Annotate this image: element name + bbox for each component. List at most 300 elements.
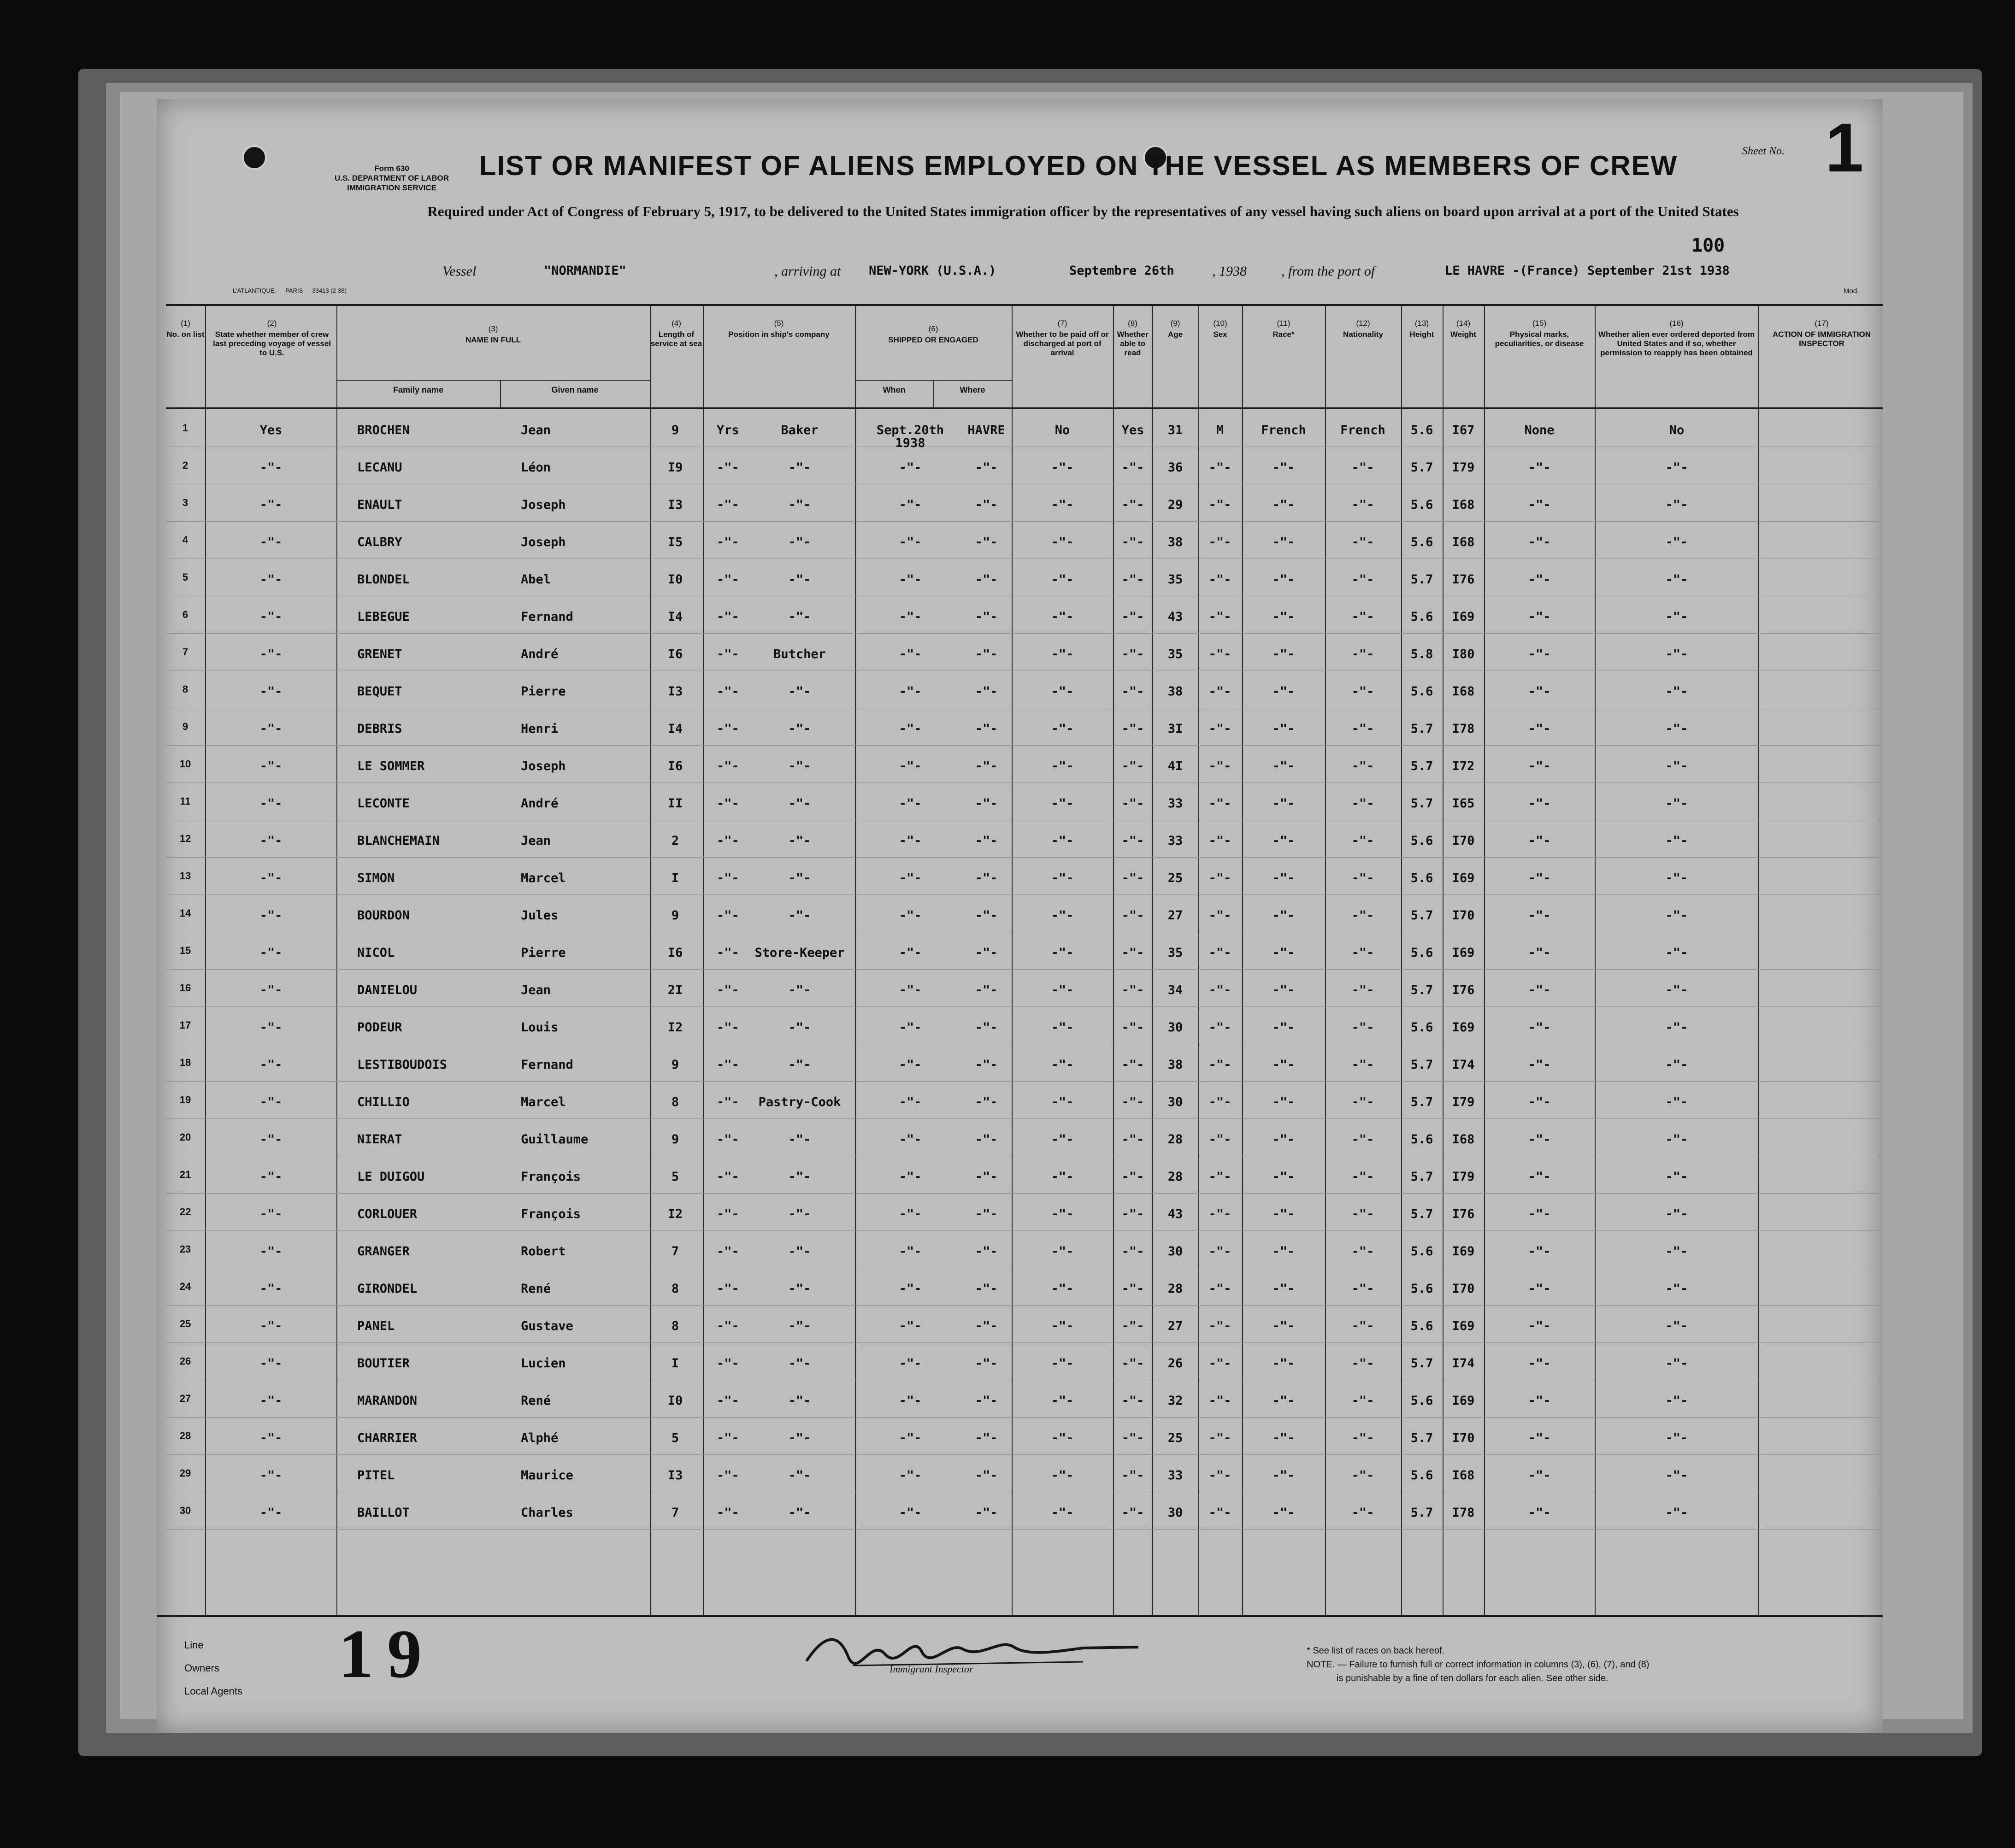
cell-family: CHILLIO — [357, 1095, 410, 1109]
cell-position: -"- — [788, 1058, 811, 1072]
table-row — [166, 783, 1883, 820]
cell-age: 38 — [1167, 684, 1183, 699]
cell-prev: -"- — [259, 647, 283, 661]
cell-position: Pastry-Cook — [758, 1095, 841, 1109]
cell-read: -"- — [1121, 572, 1144, 587]
cell-no: 2 — [182, 459, 189, 471]
table-row — [166, 521, 1883, 559]
cell-given: Joseph — [521, 759, 566, 773]
cell-yrs: -"- — [717, 1394, 739, 1408]
cell-weight: I78 — [1452, 1506, 1475, 1520]
cell-given: Pierre — [521, 946, 566, 960]
cell-read: -"- — [1121, 1319, 1144, 1333]
sheet-count: 19 — [339, 1616, 436, 1692]
cell-deported: -"- — [1665, 983, 1688, 997]
cell-read: -"- — [1121, 498, 1144, 512]
penalty-note-line-2: is punishable by a fine of ten dollars for each alien. See other side. — [1337, 1673, 1608, 1683]
cell-position: -"- — [788, 759, 811, 773]
cell-where: -"- — [975, 610, 998, 624]
cell-service: 8 — [671, 1095, 679, 1109]
cell-when-year: 1938 — [895, 436, 925, 450]
cell-given: André — [521, 647, 559, 661]
cell-nat: -"- — [1351, 1506, 1374, 1520]
header-col-4: (4) Length of service at sea — [650, 319, 702, 348]
cell-weight: I69 — [1452, 1319, 1475, 1333]
race-footnote: * See list of races on back hereof. — [1307, 1646, 1445, 1656]
cell-where: -"- — [975, 1394, 998, 1408]
cell-family: NICOL — [357, 946, 395, 960]
cell-family: DANIELOU — [357, 983, 418, 997]
cell-paid: -"- — [1051, 1506, 1074, 1520]
table-row — [166, 820, 1883, 858]
cell-where: -"- — [975, 908, 998, 923]
cell-paid: -"- — [1051, 1170, 1074, 1184]
cell-given: Jean — [521, 423, 551, 437]
penalty-note-line-1: NOTE. — Failure to furnish full or correct information in columns (3), (6), (7), and (8) — [1307, 1660, 1650, 1670]
cell-position: -"- — [788, 983, 811, 997]
cell-sex: -"- — [1208, 647, 1231, 661]
cell-read: -"- — [1121, 796, 1144, 811]
cell-where: -"- — [975, 1170, 998, 1184]
cell-when: -"- — [899, 1356, 922, 1371]
cell-deported: -"- — [1665, 722, 1688, 736]
cell-prev: -"- — [259, 498, 283, 512]
cell-nat: -"- — [1351, 796, 1374, 811]
cell-yrs: -"- — [717, 796, 739, 811]
cell-paid: -"- — [1051, 535, 1074, 549]
cell-yrs: -"- — [717, 1095, 739, 1109]
cell-position: -"- — [788, 1282, 811, 1296]
department: U.S. DEPARTMENT OF LABOR — [334, 174, 449, 182]
cell-age: 35 — [1167, 946, 1183, 960]
cell-read: -"- — [1121, 1132, 1144, 1147]
cell-when: -"- — [899, 722, 922, 736]
cell-no: 9 — [182, 721, 189, 732]
table-row — [166, 1342, 1883, 1380]
cell-age: 36 — [1167, 460, 1183, 475]
cell-nat: -"- — [1351, 759, 1374, 773]
cell-deported: -"- — [1665, 1207, 1688, 1221]
cell-paid: -"- — [1051, 610, 1074, 624]
cell-given: Léon — [521, 460, 551, 475]
cell-height: 5.7 — [1410, 908, 1433, 923]
cell-paid: -"- — [1051, 684, 1074, 699]
cell-race: -"- — [1272, 1506, 1295, 1520]
cell-marks: -"- — [1528, 1132, 1551, 1147]
cell-service: I6 — [667, 647, 683, 661]
cell-where: -"- — [975, 572, 998, 587]
cell-deported: -"- — [1665, 1431, 1688, 1445]
cell-yrs: -"- — [717, 684, 739, 699]
cell-marks: -"- — [1528, 610, 1551, 624]
cell-service: I — [671, 1356, 679, 1371]
cell-sex: -"- — [1208, 1506, 1231, 1520]
cell-paid: -"- — [1051, 759, 1074, 773]
cell-no: 19 — [179, 1094, 191, 1106]
table-row — [166, 409, 1883, 450]
cell-nat: -"- — [1351, 535, 1374, 549]
cell-paid: -"- — [1051, 1282, 1074, 1296]
cell-when: -"- — [899, 983, 922, 997]
manifest-footer — [157, 1615, 1883, 1732]
cell-age: 3I — [1167, 722, 1183, 736]
cell-family: BROCHEN — [357, 423, 410, 437]
cell-no: 29 — [179, 1467, 191, 1479]
cell-deported: -"- — [1665, 1506, 1688, 1520]
cell-position: -"- — [788, 1170, 811, 1184]
cell-no: 6 — [182, 609, 189, 620]
cell-age: 25 — [1167, 871, 1183, 885]
service: IMMIGRATION SERVICE — [347, 183, 436, 192]
cell-service: 9 — [671, 908, 679, 923]
cell-race: -"- — [1272, 535, 1295, 549]
cell-marks: -"- — [1528, 834, 1551, 848]
cell-sex: -"- — [1208, 1170, 1231, 1184]
header-col-8: (8) Whether able to read — [1117, 319, 1149, 357]
cell-prev: -"- — [259, 1095, 283, 1109]
header-col-17: (17) ACTION OF IMMIGRATION INSPECTOR — [1772, 319, 1871, 348]
cell-nat: -"- — [1351, 1468, 1374, 1483]
cell-no: 25 — [179, 1318, 191, 1330]
cell-when: -"- — [899, 1394, 922, 1408]
cell-family: BLANCHEMAIN — [357, 834, 440, 848]
cell-nat: -"- — [1351, 1095, 1374, 1109]
cell-family: DEBRIS — [357, 722, 402, 736]
cell-nat: -"- — [1351, 871, 1374, 885]
cell-deported: -"- — [1665, 498, 1688, 512]
page-title: LIST OR MANIFEST OF ALIENS EMPLOYED ON THE VESSEL AS MEMBERS OF CREW — [479, 150, 1678, 181]
cell-race: -"- — [1272, 1207, 1295, 1221]
cell-no: 18 — [179, 1057, 191, 1068]
table-row — [166, 1230, 1883, 1268]
cell-height: 5.6 — [1410, 498, 1433, 512]
cell-family: GRENET — [357, 647, 402, 661]
cell-race: -"- — [1272, 722, 1295, 736]
cell-read: -"- — [1121, 684, 1144, 699]
cell-given: Fernand — [521, 610, 573, 624]
cell-prev: Yes — [259, 423, 283, 437]
cell-deported: -"- — [1665, 1020, 1688, 1035]
cell-sex: -"- — [1208, 1468, 1231, 1483]
cell-no: 5 — [182, 571, 189, 583]
cell-marks: -"- — [1528, 460, 1551, 475]
cell-height: 5.6 — [1410, 423, 1433, 437]
cell-weight: I74 — [1452, 1356, 1475, 1371]
cell-prev: -"- — [259, 1468, 283, 1483]
table-row — [166, 1044, 1883, 1082]
cell-no: 12 — [179, 833, 191, 844]
cell-service: I4 — [667, 610, 683, 624]
cell-nat: -"- — [1351, 1020, 1374, 1035]
cell-no: 28 — [179, 1430, 191, 1442]
cell-race: -"- — [1272, 796, 1295, 811]
cell-read: -"- — [1121, 1095, 1144, 1109]
cell-marks: None — [1524, 423, 1555, 437]
cell-read: Yes — [1121, 423, 1144, 437]
cell-where: -"- — [975, 1506, 998, 1520]
cell-no: 24 — [179, 1281, 191, 1292]
cell-age: 33 — [1167, 834, 1183, 848]
cell-marks: -"- — [1528, 759, 1551, 773]
cell-no: 22 — [179, 1206, 191, 1218]
cell-sex: -"- — [1208, 610, 1231, 624]
cell-age: 26 — [1167, 1356, 1183, 1371]
cell-marks: -"- — [1528, 722, 1551, 736]
cell-prev: -"- — [259, 1319, 283, 1333]
cell-deported: -"- — [1665, 1319, 1688, 1333]
cell-given: Pierre — [521, 684, 566, 699]
local-agents-label: Local Agents — [184, 1685, 242, 1697]
cell-paid: -"- — [1051, 460, 1074, 475]
from-port-label: , from the port of — [1281, 264, 1375, 279]
cell-given: Maurice — [521, 1468, 573, 1483]
cell-yrs: -"- — [717, 1468, 739, 1483]
arrival-year: , 1938 — [1212, 264, 1247, 279]
cell-weight: I69 — [1452, 1020, 1475, 1035]
cell-race: -"- — [1272, 684, 1295, 699]
cell-race: -"- — [1272, 1058, 1295, 1072]
cell-race: -"- — [1272, 871, 1295, 885]
cell-height: 5.7 — [1410, 1431, 1433, 1445]
cell-paid: -"- — [1051, 1132, 1074, 1147]
cell-no: 8 — [182, 683, 189, 695]
cell-family: LESTIBOUDOIS — [357, 1058, 448, 1072]
cell-service: I4 — [667, 722, 683, 736]
table-header — [166, 306, 1883, 409]
cell-sex: -"- — [1208, 1095, 1231, 1109]
cell-paid: -"- — [1051, 498, 1074, 512]
cell-read: -"- — [1121, 908, 1144, 923]
cell-paid: -"- — [1051, 946, 1074, 960]
cell-height: 5.6 — [1410, 1282, 1433, 1296]
cell-height: 5.6 — [1410, 1020, 1433, 1035]
cell-race: -"- — [1272, 834, 1295, 848]
header-col-9: (9) Age — [1167, 319, 1183, 339]
cell-when: -"- — [899, 1506, 922, 1520]
cell-given: Gustave — [521, 1319, 573, 1333]
cell-yrs: -"- — [717, 908, 739, 923]
cell-where: -"- — [975, 647, 998, 661]
cell-nat: -"- — [1351, 1319, 1374, 1333]
cell-deported: -"- — [1665, 460, 1688, 475]
cell-family: PODEUR — [357, 1020, 402, 1035]
cell-yrs: -"- — [717, 1282, 739, 1296]
cell-read: -"- — [1121, 946, 1144, 960]
table-row — [166, 1118, 1883, 1156]
cell-height: 5.6 — [1410, 871, 1433, 885]
cell-read: -"- — [1121, 647, 1144, 661]
cell-marks: -"- — [1528, 1431, 1551, 1445]
cell-read: -"- — [1121, 1244, 1144, 1259]
cell-prev: -"- — [259, 610, 283, 624]
cell-family: LE SOMMER — [357, 759, 425, 773]
cell-race: -"- — [1272, 1431, 1295, 1445]
cell-height: 5.7 — [1410, 460, 1433, 475]
vessel-label: Vessel — [442, 264, 477, 279]
cell-weight: I69 — [1452, 610, 1475, 624]
cell-when: -"- — [899, 1244, 922, 1259]
cell-sex: -"- — [1208, 796, 1231, 811]
arriving-place: NEW-YORK (U.S.A.) — [869, 264, 996, 278]
table-row — [166, 559, 1883, 596]
cell-paid: -"- — [1051, 1394, 1074, 1408]
cell-no: 13 — [179, 870, 191, 882]
header-col-6: (6) SHIPPED OR ENGAGED — [888, 324, 978, 344]
cell-height: 5.7 — [1410, 983, 1433, 997]
cell-age: 27 — [1167, 1319, 1183, 1333]
cell-no: 16 — [179, 982, 191, 994]
table-row — [166, 1305, 1883, 1343]
printer-imprint: L'ATLANTIQUE. — PARIS — 33413 (2-38) — [233, 287, 347, 294]
cell-position: Butcher — [773, 647, 826, 661]
cell-read: -"- — [1121, 1468, 1144, 1483]
cell-age: 31 — [1167, 423, 1183, 437]
cell-yrs: -"- — [717, 871, 739, 885]
cell-yrs: -"- — [717, 1170, 739, 1184]
cell-position: -"- — [788, 460, 811, 475]
cell-paid: -"- — [1051, 796, 1074, 811]
cell-family: LECANU — [357, 460, 402, 475]
cell-prev: -"- — [259, 759, 283, 773]
cell-marks: -"- — [1528, 796, 1551, 811]
cell-prev: -"- — [259, 1506, 283, 1520]
cell-where: -"- — [975, 1020, 998, 1035]
cell-weight: I79 — [1452, 460, 1475, 475]
header-col-10: (10) Sex — [1213, 319, 1227, 339]
cell-position: -"- — [788, 1132, 811, 1147]
cell-service: I2 — [667, 1020, 683, 1035]
cell-sex: -"- — [1208, 1431, 1231, 1445]
cell-height: 5.7 — [1410, 796, 1433, 811]
cell-yrs: -"- — [717, 460, 739, 475]
cell-when: -"- — [899, 908, 922, 923]
cell-sex: -"- — [1208, 946, 1231, 960]
cell-weight: I79 — [1452, 1170, 1475, 1184]
cell-prev: -"- — [259, 796, 283, 811]
header-where: Where — [960, 385, 985, 394]
cell-marks: -"- — [1528, 1356, 1551, 1371]
cell-deported: -"- — [1665, 871, 1688, 885]
cell-where: -"- — [975, 1356, 998, 1371]
cell-yrs: -"- — [717, 759, 739, 773]
cell-service: 7 — [671, 1506, 679, 1520]
cell-service: I6 — [667, 759, 683, 773]
cell-when: -"- — [899, 1319, 922, 1333]
cell-paid: -"- — [1051, 1356, 1074, 1371]
cell-position: -"- — [788, 1207, 811, 1221]
table-row — [166, 671, 1883, 708]
cell-service: I2 — [667, 1207, 683, 1221]
cell-weight: I76 — [1452, 572, 1475, 587]
cell-where: -"- — [975, 946, 998, 960]
cell-family: PANEL — [357, 1319, 395, 1333]
cell-when: -"- — [899, 796, 922, 811]
cell-where: -"- — [975, 535, 998, 549]
cell-read: -"- — [1121, 1394, 1144, 1408]
cell-weight: I68 — [1452, 1468, 1475, 1483]
table-row — [166, 857, 1883, 895]
cell-family: MARANDON — [357, 1394, 418, 1408]
cell-yrs: -"- — [717, 722, 739, 736]
table-row — [166, 1156, 1883, 1194]
cell-marks: -"- — [1528, 1058, 1551, 1072]
cell-position: -"- — [788, 1394, 811, 1408]
cell-service: 2 — [671, 834, 679, 848]
arrival-date: Septembre 26th — [1069, 264, 1174, 278]
cell-age: 32 — [1167, 1394, 1183, 1408]
cell-marks: -"- — [1528, 535, 1551, 549]
cell-deported: -"- — [1665, 759, 1688, 773]
cell-given: Charles — [521, 1506, 573, 1520]
cell-nat: -"- — [1351, 946, 1374, 960]
cell-family: CALBRY — [357, 535, 402, 549]
cell-position: -"- — [788, 834, 811, 848]
cell-height: 5.6 — [1410, 610, 1433, 624]
cell-when: -"- — [899, 946, 922, 960]
cell-service: 9 — [671, 1132, 679, 1147]
cell-paid: -"- — [1051, 647, 1074, 661]
cell-race: -"- — [1272, 460, 1295, 475]
cell-marks: -"- — [1528, 1020, 1551, 1035]
cell-paid: -"- — [1051, 572, 1074, 587]
cell-service: 8 — [671, 1282, 679, 1296]
cell-given: Louis — [521, 1020, 559, 1035]
cell-family: CHARRIER — [357, 1431, 418, 1445]
cell-age: 38 — [1167, 535, 1183, 549]
table-row — [166, 969, 1883, 1007]
cell-where: HAVRE — [967, 423, 1005, 437]
cell-read: -"- — [1121, 722, 1144, 736]
table-row — [166, 447, 1883, 484]
cell-age: 30 — [1167, 1244, 1183, 1259]
cell-prev: -"- — [259, 1431, 283, 1445]
cell-when: -"- — [899, 1058, 922, 1072]
cell-when: -"- — [899, 647, 922, 661]
cell-yrs: -"- — [717, 983, 739, 997]
cell-weight: I70 — [1452, 834, 1475, 848]
cell-when: -"- — [899, 572, 922, 587]
cell-prev: -"- — [259, 1394, 283, 1408]
cell-family: BLONDEL — [357, 572, 410, 587]
cell-height: 5.6 — [1410, 1244, 1433, 1259]
cell-age: 33 — [1167, 1468, 1183, 1483]
cell-race: -"- — [1272, 498, 1295, 512]
cell-yrs: -"- — [717, 1207, 739, 1221]
cell-family: SIMON — [357, 871, 395, 885]
cell-paid: -"- — [1051, 1468, 1074, 1483]
header-col-16: (16) Whether alien ever ordered deported from United States and if so, whether permission to reapply has been obtained — [1598, 319, 1755, 357]
cell-yrs: -"- — [717, 535, 739, 549]
table-row — [166, 745, 1883, 783]
cell-deported: -"- — [1665, 1394, 1688, 1408]
header-col-7: (7) Whether to be paid off or discharged at port of arrival — [1016, 319, 1109, 357]
cell-where: -"- — [975, 460, 998, 475]
cell-where: -"- — [975, 834, 998, 848]
cell-when: -"- — [899, 1020, 922, 1035]
cell-prev: -"- — [259, 1244, 283, 1259]
cell-given: Alphé — [521, 1431, 559, 1445]
header-col-3: (3) NAME IN FULL — [465, 324, 521, 344]
header-given-name: Given name — [551, 385, 599, 394]
cell-where: -"- — [975, 1207, 998, 1221]
cell-marks: -"- — [1528, 1170, 1551, 1184]
cell-height: 5.6 — [1410, 1319, 1433, 1333]
cell-height: 5.7 — [1410, 1095, 1433, 1109]
cell-sex: -"- — [1208, 1394, 1231, 1408]
cell-given: Joseph — [521, 498, 566, 512]
cell-sex: -"- — [1208, 572, 1231, 587]
cell-height: 5.8 — [1410, 647, 1433, 661]
